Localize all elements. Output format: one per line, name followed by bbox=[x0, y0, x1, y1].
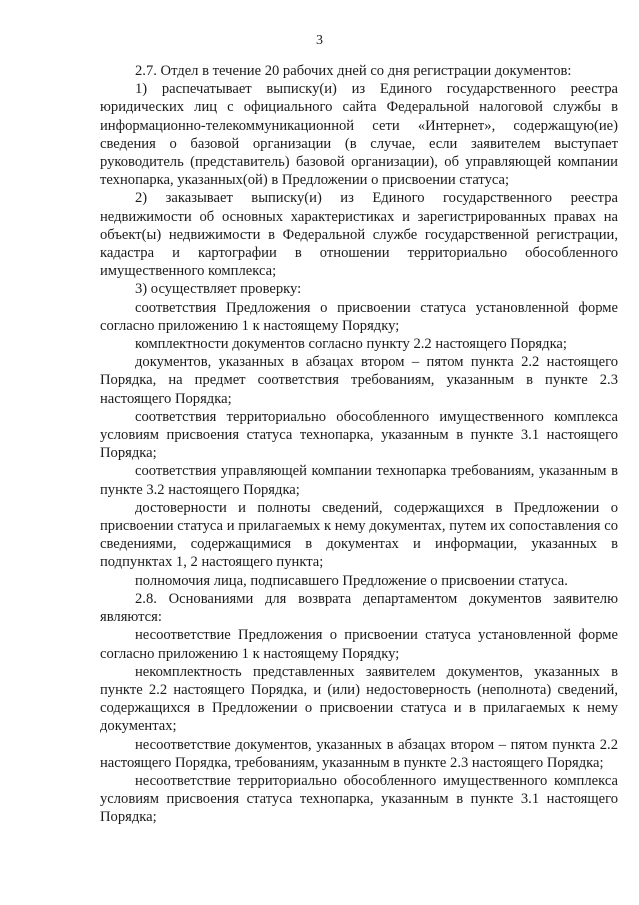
paragraph-return-complex: несоответствие территориально обособленного имущественного комплекса условиям присвоения статуса технопарка, указанным в пункте 3.1 настоящего Порядка; bbox=[100, 772, 618, 826]
paragraph-check-company: соответствия управляющей компании технопарка требованиям, указанным в пункте 3.2 настоящего Порядка; bbox=[100, 463, 618, 498]
paragraph-check-form: соответствия Предложения о присвоении статуса установленной форме согласно приложению 1 к настоящему Порядку; bbox=[100, 299, 618, 334]
paragraph-return-documents: несоответствие документов, указанных в абзацах втором – пятом пункта 2.2 настоящего Порядка, требованиям, указанным в пункте 2.3 настоящего Порядка; bbox=[100, 736, 618, 771]
paragraph-item-3: 3) осуществляет проверку: bbox=[135, 281, 302, 298]
page-number: 3 bbox=[316, 33, 323, 48]
paragraph-check-authority: полномочия лица, подписавшего Предложение о присвоении статуса. bbox=[135, 572, 568, 589]
paragraph-check-reliability: достоверности и полноты сведений, содержащихся в Предложении о присвоении статуса и прилагаемых к нему документах, путем их сопоставления со сведениями, содержащимися в документах и информации, указанных в подпунктах 1, 2 настоящего пункта; bbox=[100, 499, 618, 571]
paragraph-2-7-heading: 2.7. Отдел в течение 20 рабочих дней со дня регистрации документов: bbox=[135, 63, 572, 79]
document-body bbox=[100, 62, 618, 827]
paragraph-item-1: 1) распечатывает выписку(и) из Единого государственного реестра юридических лиц с официального сайта Федеральной налоговой службы в информационно-телекоммуникационной сети «Интернет», содержащую(ие) сведения о базовой организации (в случае, если заявителем выступает руководитель (представитель) базовой организации), об управляющей компании технопарка, указанных(ой) в Предложении о присвоении статуса; bbox=[100, 81, 618, 189]
paragraph-item-2: 2) заказывает выписку(и) из Единого государственного реестра недвижимости об основных характеристиках и зарегистрированных правах на объект(ы) недвижимости в Федеральной службе государственной регистрации, кадастра и картографии в отношении территориально обособленного имущественного комплекса; bbox=[100, 190, 618, 280]
paragraph-return-incomplete: некомплектность представленных заявителем документов, указанных в пункте 2.2 настоящего Порядка, и (или) недостоверность (неполнота) сведений, содержащихся в Предложении о присвоении статуса и в прилагаемых к нему документах; bbox=[100, 663, 618, 735]
paragraph-2-8-heading: 2.8. Основаниями для возврата департаментом документов заявителю являются: bbox=[100, 590, 618, 626]
paragraph-check-completeness: комплектности документов согласно пункту 2.2 настоящего Порядка; bbox=[135, 336, 567, 353]
paragraph-check-complex: соответствия территориально обособленного имущественного комплекса условиям присвоения статуса технопарка, указанным в пункте 3.1 настоящего Порядка; bbox=[100, 408, 618, 462]
paragraph-check-documents: документов, указанных в абзацах втором – пятом пункта 2.2 настоящего Порядка, на предмет соответствия требованиям, указанным в пункте 2.3 настоящего Порядка; bbox=[100, 354, 618, 407]
paragraph-return-form: несоответствие Предложения о присвоении статуса установленной форме согласно приложению 1 к настоящему Порядку; bbox=[100, 627, 618, 662]
